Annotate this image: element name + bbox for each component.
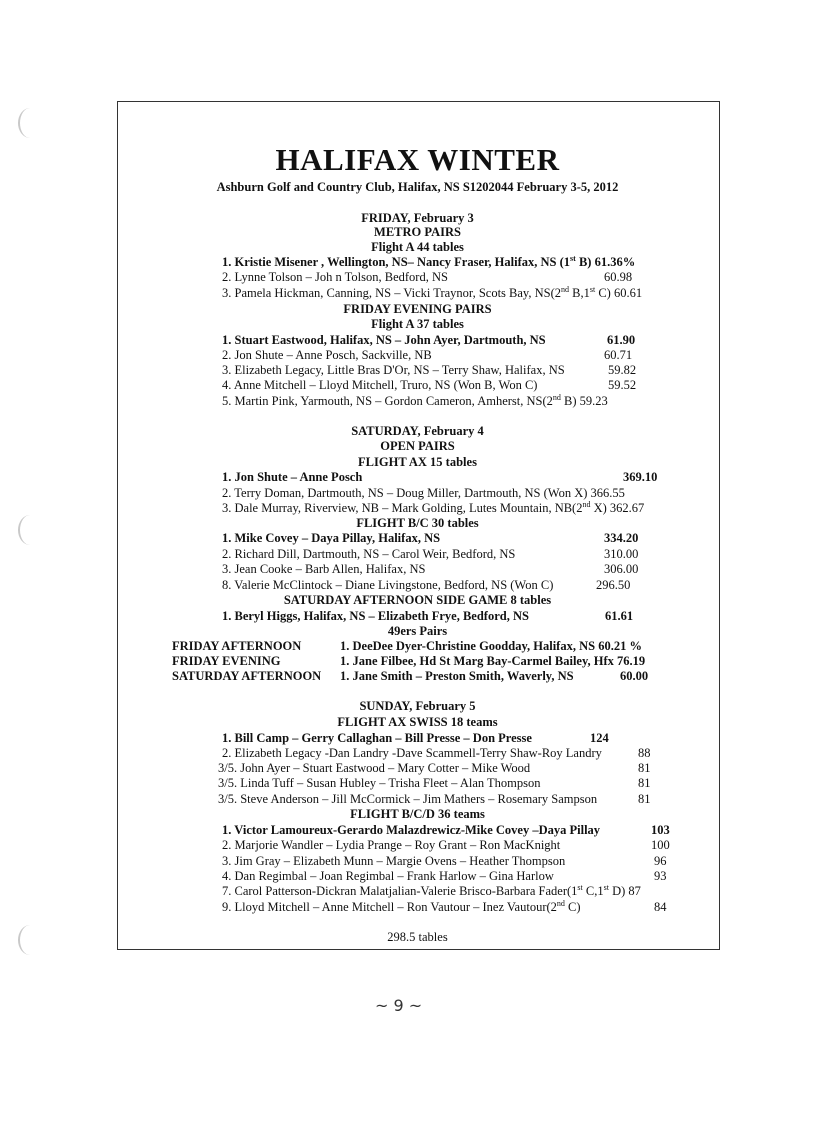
open-pairs-heading: OPEN PAIRS bbox=[380, 439, 455, 453]
rank: 1. bbox=[222, 470, 232, 484]
score: 81 bbox=[638, 776, 651, 790]
result-row bbox=[222, 270, 642, 285]
rank: 3/5. bbox=[218, 776, 238, 790]
score: 81 bbox=[638, 792, 651, 806]
rank: 2. bbox=[222, 270, 232, 284]
score: 124 bbox=[590, 731, 609, 745]
score: 60.71 bbox=[604, 348, 633, 362]
score: 61.90 bbox=[607, 333, 636, 347]
score: 84 bbox=[654, 900, 667, 914]
session-result: 1. Jane Smith – Preston Smith, Waverly, NS bbox=[340, 669, 574, 683]
score: 334.20 bbox=[604, 531, 639, 545]
result-names: Terry Doman, Dartmouth, NS – Doug Miller, Dartmouth, NS (Won X) bbox=[234, 486, 588, 500]
result-names: Lloyd Mitchell – Anne Mitchell – Ron Vautour – Inez Vautour(2nd C) bbox=[234, 898, 581, 914]
result-names: Valerie McClintock – Diane Livingstone, Bedford, NS (Won C) bbox=[234, 578, 554, 592]
saturday-day-heading: SATURDAY, February 4 bbox=[351, 424, 484, 438]
score: 310.00 bbox=[604, 547, 639, 561]
forty-niners-row bbox=[172, 669, 652, 684]
result-names: Victor Lamoureux-Gerardo Malazdrewicz-Mike Covey –Daya Pillay bbox=[234, 823, 601, 837]
score: 306.00 bbox=[604, 562, 639, 576]
result-names: Jean Cooke – Barb Allen, Halifax, NS bbox=[234, 562, 426, 576]
result-row bbox=[222, 838, 682, 853]
score: 93 bbox=[654, 869, 667, 883]
result-names: Steve Anderson – Jill McCormick – Jim Mathers – Rosemary Sampson bbox=[240, 792, 598, 806]
saturday-flight-bc-heading: FLIGHT B/C 30 tables bbox=[356, 516, 479, 530]
result-names: Elizabeth Legacy, Little Bras D'Or, NS – Terry Shaw, Halifax, NS bbox=[234, 363, 565, 377]
rank: 1. bbox=[222, 333, 232, 347]
result-row bbox=[222, 823, 682, 838]
rank: 2. bbox=[222, 486, 232, 500]
session-result: 1. DeeDee Dyer-Christine Goodday, Halifax, NS 60.21 % bbox=[340, 639, 642, 653]
result-row bbox=[218, 776, 658, 791]
score: 96 bbox=[654, 854, 667, 868]
sunday-flight-ax-heading: FLIGHT AX SWISS 18 teams bbox=[337, 715, 498, 729]
result-names: Lynne Tolson – Joh n Tolson, Bedford, NS bbox=[234, 270, 448, 284]
sunday-day-heading: SUNDAY, February 5 bbox=[359, 699, 476, 713]
rank: 1. bbox=[222, 609, 232, 623]
rank: 8. bbox=[222, 578, 232, 592]
result-row bbox=[222, 884, 641, 899]
side-game-heading: SATURDAY AFTERNOON SIDE GAME 8 tables bbox=[283, 593, 552, 607]
evening-flight-heading: Flight A 37 tables bbox=[371, 317, 464, 331]
result-names: Elizabeth Legacy -Dan Landry -Dave Scammell-Terry Shaw-Roy Landry bbox=[234, 746, 602, 760]
result-row bbox=[222, 486, 625, 501]
event-subtitle: Ashburn Golf and Country Club, Halifax, NS S1202044 February 3-5, 2012 bbox=[216, 180, 619, 194]
result-row bbox=[218, 761, 658, 776]
rank: 3. bbox=[222, 286, 232, 300]
forty-niners-row bbox=[172, 654, 645, 669]
result-row bbox=[222, 578, 662, 593]
forty-niners-row bbox=[172, 639, 642, 654]
score: 103 bbox=[651, 823, 670, 837]
result-row bbox=[222, 394, 608, 409]
result-row bbox=[222, 609, 662, 624]
score: 59.82 bbox=[608, 363, 637, 377]
result-names: Anne Mitchell – Lloyd Mitchell, Truro, NS (Won B, Won C) bbox=[233, 378, 538, 392]
rank: 2. bbox=[222, 547, 232, 561]
rank: 2. bbox=[222, 838, 232, 852]
result-row bbox=[222, 854, 682, 869]
score: 81 bbox=[638, 761, 651, 775]
rank: 3/5. bbox=[218, 761, 238, 775]
rank: 3. bbox=[222, 363, 232, 377]
result-row bbox=[222, 470, 662, 485]
score: 366.55 bbox=[590, 486, 625, 500]
result-row bbox=[218, 792, 658, 807]
result-names: Stuart Eastwood, Halifax, NS – John Ayer, Dartmouth, NS bbox=[234, 333, 546, 347]
score: 60.98 bbox=[604, 270, 633, 284]
rank: 3. bbox=[222, 854, 232, 868]
rank: 4. bbox=[222, 378, 232, 392]
result-row bbox=[222, 869, 682, 884]
metro-pairs-heading: METRO PAIRS bbox=[374, 225, 461, 239]
rank: 1. bbox=[222, 255, 232, 269]
rank: 7. bbox=[222, 884, 232, 898]
binder-hole-mark bbox=[18, 515, 42, 545]
session-label: FRIDAY AFTERNOON bbox=[172, 639, 302, 653]
binder-hole-mark bbox=[18, 108, 42, 138]
result-row bbox=[222, 333, 642, 348]
result-names: Kristie Misener , Wellington, NS– Nancy Fraser, Halifax, NS (1st B) 61.36% bbox=[234, 253, 636, 269]
result-row bbox=[222, 731, 642, 746]
result-row bbox=[222, 255, 635, 270]
page-title: HALIFAX WINTER bbox=[275, 142, 560, 177]
rank: 1. bbox=[222, 823, 232, 837]
score: 369.10 bbox=[623, 470, 658, 484]
friday-day-heading: FRIDAY, February 3 bbox=[361, 211, 474, 225]
result-names: John Ayer – Stuart Eastwood – Mary Cotter – Mike Wood bbox=[240, 761, 531, 775]
result-names: Jim Gray – Elizabeth Munn – Margie Ovens – Heather Thompson bbox=[234, 854, 566, 868]
result-names: Bill Camp – Gerry Callaghan – Bill Presse – Don Presse bbox=[234, 731, 532, 745]
session-result: 1. Jane Filbee, Hd St Marg Bay-Carmel Bailey, Hfx 76.19 bbox=[340, 654, 646, 668]
result-names: Beryl Higgs, Halifax, NS – Elizabeth Frye, Bedford, NS bbox=[234, 609, 529, 623]
rank: 4. bbox=[222, 869, 232, 883]
session-label: FRIDAY EVENING bbox=[172, 654, 281, 668]
rank: 3/5. bbox=[218, 792, 238, 806]
result-row bbox=[222, 363, 642, 378]
rank: 2. bbox=[222, 348, 232, 362]
score: 88 bbox=[638, 746, 651, 760]
result-row bbox=[222, 531, 662, 546]
rank: 3. bbox=[222, 501, 232, 515]
result-names: Mike Covey – Daya Pillay, Halifax, NS bbox=[234, 531, 441, 545]
result-names: Pamela Hickman, Canning, NS – Vicki Traynor, Scots Bay, NS(2nd B,1st C) 60.61 bbox=[234, 284, 643, 300]
result-row bbox=[222, 501, 644, 516]
result-names: Martin Pink, Yarmouth, NS – Gordon Cameron, Amherst, NS(2nd B) 59.23 bbox=[234, 392, 608, 408]
page-number: ~ 9 ~ bbox=[375, 996, 423, 1015]
result-names: Marjorie Wandler – Lydia Prange – Roy Grant – Ron MacKnight bbox=[234, 838, 561, 852]
rank: 1. bbox=[222, 731, 232, 745]
result-row bbox=[222, 547, 662, 562]
result-row bbox=[222, 562, 662, 577]
score: 100 bbox=[651, 838, 670, 852]
rank: 5. bbox=[222, 394, 232, 408]
result-row bbox=[222, 378, 642, 393]
score: 61.61 bbox=[605, 609, 634, 623]
result-names: Carol Patterson-Dickran Malatjalian-Valerie Brisco-Barbara Fader(1st C,1st D) 87 bbox=[234, 882, 641, 898]
forty-niners-heading: 49ers Pairs bbox=[387, 624, 448, 638]
result-row bbox=[222, 348, 642, 363]
total-tables: 298.5 tables bbox=[387, 930, 448, 944]
result-names: Dan Regimbal – Joan Regimbal – Frank Harlow – Gina Harlow bbox=[234, 869, 554, 883]
score: 60.00 bbox=[620, 669, 649, 683]
result-names: Richard Dill, Dartmouth, NS – Carol Weir, Bedford, NS bbox=[234, 547, 516, 561]
binder-hole-mark bbox=[18, 925, 42, 955]
result-row bbox=[222, 746, 662, 761]
result-names: Linda Tuff – Susan Hubley – Trisha Fleet – Alan Thompson bbox=[240, 776, 541, 790]
rank: 9. bbox=[222, 900, 232, 914]
result-names: Jon Shute – Anne Posch bbox=[234, 470, 363, 484]
score: 296.50 bbox=[596, 578, 631, 592]
evening-pairs-heading: FRIDAY EVENING PAIRS bbox=[343, 302, 492, 316]
saturday-flight-ax-heading: FLIGHT AX 15 tables bbox=[358, 455, 477, 469]
result-row bbox=[222, 900, 682, 915]
sunday-flight-bcd-heading: FLIGHT B/C/D 36 teams bbox=[350, 807, 485, 821]
result-names: Jon Shute – Anne Posch, Sackville, NB bbox=[234, 348, 432, 362]
session-label: SATURDAY AFTERNOON bbox=[172, 669, 322, 683]
score: 59.52 bbox=[608, 378, 637, 392]
rank: 1. bbox=[222, 531, 232, 545]
rank: 3. bbox=[222, 562, 232, 576]
result-names: Dale Murray, Riverview, NB – Mark Golding, Lutes Mountain, NB(2nd X) 362.67 bbox=[234, 499, 645, 515]
metro-flight-heading: Flight A 44 tables bbox=[371, 240, 464, 254]
rank: 2. bbox=[222, 746, 232, 760]
result-row bbox=[222, 286, 642, 301]
